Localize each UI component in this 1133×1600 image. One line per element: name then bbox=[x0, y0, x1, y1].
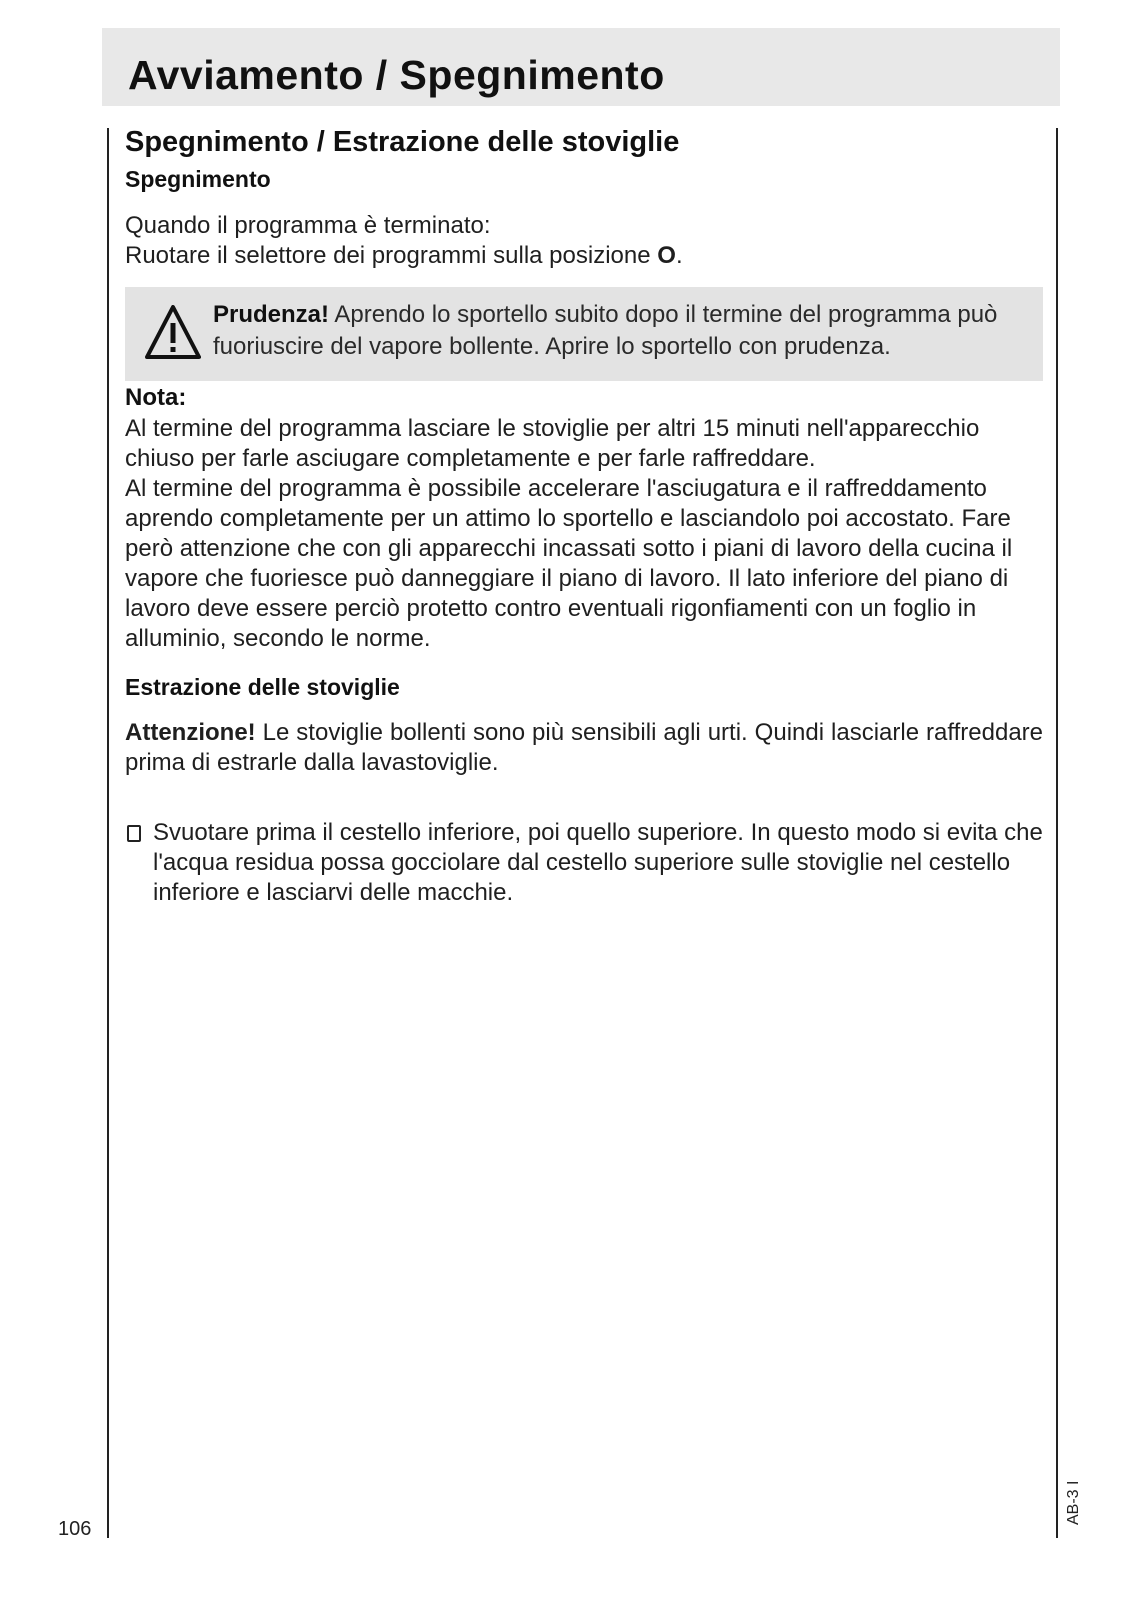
nota-heading: Nota: bbox=[125, 384, 187, 411]
page-title: Avviamento / Spegnimento bbox=[128, 52, 665, 98]
spegnimento-instructions bbox=[125, 211, 1043, 271]
section-title: Spegnimento / Estrazione delle stoviglie bbox=[125, 126, 680, 158]
list-item-text: Svuotare prima il cestello inferiore, poi quello superiore. In questo modo si evita che l'acqua residua possa gocciolare dal cestello superiore sulle stoviglie nel cestello inferiore e lasciarvi delle macchie. bbox=[153, 819, 1043, 906]
off-position-symbol: O bbox=[657, 242, 676, 269]
instruction-line-1: Quando il programma è terminato: bbox=[125, 212, 491, 239]
attention-paragraph bbox=[125, 718, 1043, 778]
instruction-line-2 bbox=[125, 241, 1043, 271]
warning-triangle-icon bbox=[145, 305, 201, 364]
left-margin-rule bbox=[107, 128, 109, 1538]
estrazione-heading: Estrazione delle stoviglie bbox=[125, 674, 400, 700]
nota-section bbox=[125, 384, 1043, 412]
spegnimento-heading: Spegnimento bbox=[125, 166, 271, 192]
right-margin-rule bbox=[1056, 128, 1058, 1538]
checkbox-bullet-icon bbox=[127, 825, 141, 842]
attention-body: Le stoviglie bollenti sono più sensibili agli urti. Quindi lasciarle raffreddare prima di estrarle dalla lavastoviglie. bbox=[125, 719, 1043, 776]
warning-body: Aprendo lo sportello subito dopo il termine del programma può fuoriuscire del vapore bollente. Aprire lo sportello con prudenza. bbox=[213, 301, 998, 360]
instruction-line-2-end: . bbox=[675, 242, 683, 269]
warning-text bbox=[213, 299, 1033, 363]
page-number: 106 bbox=[58, 1518, 92, 1540]
attention-label: Attenzione! bbox=[125, 719, 256, 746]
spegnimento-section bbox=[125, 166, 1043, 193]
nota-paragraph-1: Al termine del programma lasciare le stoviglie per altri 15 minuti nell'apparecchio chiuso per farle asciugare completamente e per farle raffreddare. bbox=[125, 415, 980, 472]
attention-text bbox=[125, 718, 1043, 778]
instruction-line-2-text: Ruotare il selettore dei programmi sulla posizione bbox=[125, 242, 651, 269]
nota-paragraph-2: Al termine del programma è possibile accelerare l'asciugatura e il raffreddamento aprendo completamente per un attimo lo sportello e lasciandolo poi accostato. Fare però attenzione che con gli apparecchi incassati sotto i piani di lavoro della cucina il vapore che fuoriesce può danneggiare il piano di lavoro. Il lato inferiore del piano di lavoro deve essere perciò protetto contro eventuali rigonfiamenti con un foglio in alluminio, secondo le norme. bbox=[125, 475, 1013, 652]
list-item bbox=[125, 818, 1043, 908]
warning-box bbox=[125, 287, 1043, 381]
warning-label: Prudenza! bbox=[213, 301, 330, 328]
document-code: AB-3 I bbox=[1065, 1480, 1082, 1525]
nota-body bbox=[125, 414, 1043, 654]
estrazione-section bbox=[125, 674, 1043, 701]
